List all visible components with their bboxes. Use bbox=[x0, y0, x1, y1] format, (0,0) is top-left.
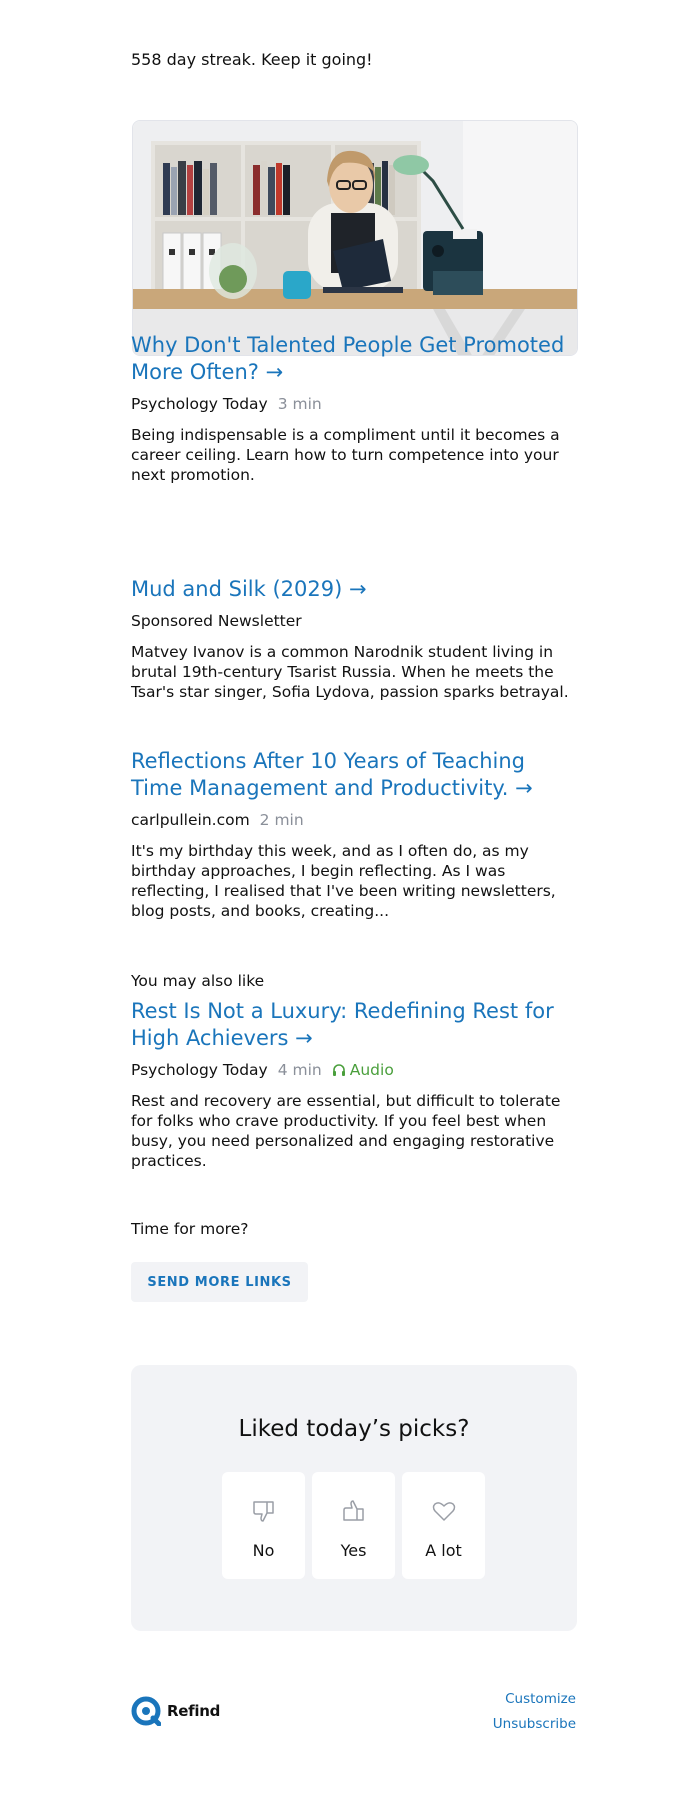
article-card bbox=[131, 332, 578, 485]
article-duration: 3 min bbox=[277, 395, 322, 413]
streak-message: 558 day streak. Keep it going! bbox=[131, 50, 373, 69]
article-source: Sponsored Newsletter bbox=[131, 612, 302, 630]
article-description: Being indispensable is a compliment until it becomes a career ceiling. Learn how to turn competence into your next promotion. bbox=[131, 426, 560, 484]
feedback-alot-label: A lot bbox=[425, 1541, 462, 1560]
thumbs-down-icon bbox=[251, 1499, 277, 1523]
hero-image[interactable] bbox=[132, 120, 578, 356]
article-description: Rest and recovery are essential, but difficult to tolerate for folks who crave productivity. If you feel best when busy, you need personalized and engaging restorative practices. bbox=[131, 1092, 561, 1170]
feedback-alot-button[interactable] bbox=[402, 1472, 485, 1579]
unsubscribe-link[interactable]: Unsubscribe bbox=[492, 1716, 576, 1732]
article-duration: 4 min bbox=[277, 1061, 322, 1079]
feedback-yes-button[interactable] bbox=[312, 1472, 395, 1579]
article-meta bbox=[131, 611, 578, 631]
feedback-panel bbox=[131, 1365, 577, 1631]
also-like-label: You may also like bbox=[131, 972, 265, 990]
refind-logo-icon bbox=[131, 1696, 161, 1726]
article-description: Matvey Ivanov is a common Narodnik student living in brutal 19th-century Tsarist Russia. When he meets the Tsar's star singer, Sofia Lydova, passion sparks betrayal. bbox=[131, 643, 569, 701]
refind-logo[interactable] bbox=[131, 1696, 220, 1726]
feedback-yes-label: Yes bbox=[340, 1541, 367, 1560]
headphones-icon bbox=[332, 1063, 346, 1077]
heart-icon bbox=[431, 1499, 457, 1523]
article-meta bbox=[131, 1060, 578, 1080]
article-source: Psychology Today bbox=[131, 1061, 268, 1079]
audio-label: Audio bbox=[349, 1061, 394, 1079]
article-title-link[interactable]: Why Don't Talented People Get Promoted More Often? → bbox=[131, 333, 565, 384]
article-source: Psychology Today bbox=[131, 395, 268, 413]
more-label: Time for more? bbox=[131, 1220, 249, 1238]
feedback-no-label: No bbox=[252, 1541, 275, 1560]
article-title-link[interactable]: Mud and Silk (2029) → bbox=[131, 577, 367, 601]
article-card bbox=[131, 576, 578, 702]
article-meta bbox=[131, 394, 578, 414]
customize-link[interactable]: Customize bbox=[505, 1691, 576, 1707]
audio-badge[interactable] bbox=[332, 1060, 394, 1080]
feedback-no-button[interactable] bbox=[222, 1472, 305, 1579]
article-title-link[interactable]: Reflections After 10 Years of Teaching Time Management and Productivity. → bbox=[131, 749, 533, 800]
brand-name: Refind bbox=[167, 1702, 221, 1720]
feedback-title: Liked today’s picks? bbox=[238, 1416, 470, 1442]
article-card bbox=[131, 998, 578, 1171]
send-more-links-button[interactable]: SEND MORE LINKS bbox=[131, 1262, 308, 1302]
article-description: It's my birthday this week, and as I often do, as my birthday approaches, I begin reflecting. As I was reflecting, I realised that I've been writing newsletters, blog posts, and books, creating... bbox=[131, 842, 556, 920]
article-meta bbox=[131, 810, 578, 830]
footer-links bbox=[493, 1687, 576, 1737]
article-title-link[interactable]: Rest Is Not a Luxury: Redefining Rest for High Achievers → bbox=[131, 999, 554, 1050]
thumbs-up-icon bbox=[341, 1499, 367, 1523]
article-source: carlpullein.com bbox=[131, 811, 250, 829]
office-photo bbox=[133, 121, 578, 356]
article-card bbox=[131, 748, 578, 921]
article-duration: 2 min bbox=[259, 811, 304, 829]
